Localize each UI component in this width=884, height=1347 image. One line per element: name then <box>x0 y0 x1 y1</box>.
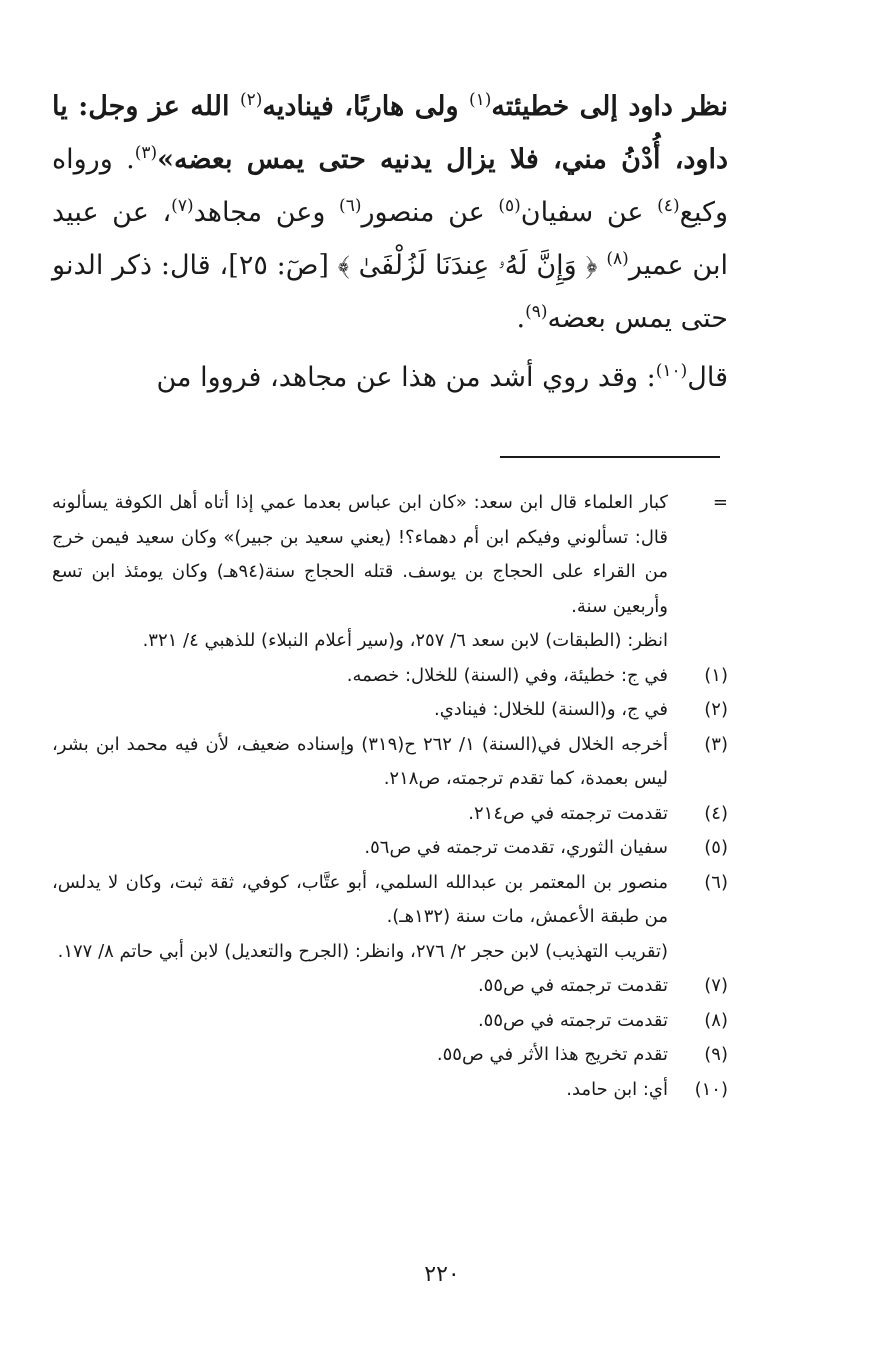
verse-reference: [صٓ: ٢٥] <box>228 250 329 281</box>
footnote-ref-1: (١) <box>468 90 492 110</box>
footnote-ref-4: (٤) <box>657 196 680 216</box>
footnote-extra: (تقريب التهذيب) لابن حجر ٢/ ٢٧٦، وانظر: (الجرح والتعديل) لابن أبي حاتم ٨/ ١٧٧. <box>57 940 668 962</box>
footnote-3 <box>52 728 728 797</box>
quote-part-1: نظر داود إلى خطيئته <box>491 91 728 122</box>
text-part-6: عن منصور <box>361 197 499 228</box>
footnote-ref-2: (٢) <box>239 90 263 110</box>
footnote-7 <box>52 969 728 1004</box>
footnote-number: (٩) <box>704 1044 728 1065</box>
footnote-text: تقدمت ترجمته في ص٥٥. <box>477 975 668 996</box>
footnote-ref-10: (١٠) <box>655 361 688 381</box>
quran-verse: ﴿ وَإِنَّ لَهُۥ عِندَنَا لَزُلْفَىٰ ﴾ <box>328 250 607 281</box>
footnote-text: تقدمت ترجمته في ص٥٥. <box>477 1009 668 1031</box>
text-part-12: : وقد روي أشد من هذا عن مجاهد، فرووا من <box>156 362 656 393</box>
footnote-number: (١) <box>704 664 728 686</box>
page-number: ٢٢٠ <box>424 1262 460 1287</box>
continuation-mark: = <box>712 492 728 513</box>
text-part-10: . <box>516 303 526 334</box>
text-part-9: ، قال: ذكر الدنو حتى يمس بعضه <box>52 250 728 334</box>
footnote-8 <box>52 1004 728 1039</box>
footnote-6 <box>52 866 728 970</box>
footnote-ref-3: (٣) <box>134 143 158 163</box>
main-paragraph-2 <box>52 351 728 404</box>
footnote-9 <box>52 1038 728 1073</box>
footnote-number: (٣) <box>704 733 728 755</box>
main-paragraph-1 <box>52 80 728 345</box>
footnote-ref-5: (٥) <box>498 196 521 216</box>
footnote-10 <box>52 1073 728 1108</box>
footnote-text: منصور بن المعتمر بن عبدالله السلمي، أبو عتَّاب، كوفي، ثقة ثبت، وكان لا يدلس، من طبقة الأعمش، مات سنة (١٣٢هـ). <box>52 871 668 927</box>
footnote-4 <box>52 797 728 832</box>
footnote-ref-9: (٩) <box>525 302 548 322</box>
footnote-number: (٤) <box>704 802 728 824</box>
footnotes <box>52 486 728 1107</box>
footnote-text: في ج: خطيئة، وفي (السنة) للخلال: خصمه. <box>346 664 668 686</box>
footnote-text: أي: ابن حامد. <box>566 1078 668 1100</box>
text-part-5: عن سفيان <box>520 197 658 228</box>
footnote-ref-6: (٦) <box>339 196 362 216</box>
footnote-text: سفيان الثوري، تقدمت ترجمته في ص٥٦. <box>364 837 668 858</box>
footnote-5 <box>52 831 728 866</box>
footnote-continuation <box>52 486 728 659</box>
footnote-number: (٦) <box>704 871 728 893</box>
continuation-text: كبار العلماء قال ابن سعد: «كان ابن عباس بعدما عمي إذا أتاه أهل الكوفة يسألونه قال: تسألوني وفيكم ابن أم دهماء؟! (يعني سعيد بن جبير)» وكان سعيد فيمن خرج من القراء على الحجاج بن يوسف. قتله الحجاج سنة(٩٤هـ) وكان يومئذ ابن تسع وأربعين سنة. <box>52 492 668 617</box>
footnote-number: (٧) <box>704 975 728 996</box>
main-text <box>52 80 728 404</box>
footnote-text: تقدم تخريج هذا الأثر في ص٥٥. <box>436 1044 668 1065</box>
footnote-number: (٨) <box>704 1009 728 1031</box>
text-part-7: وعن مجاهد <box>193 197 340 228</box>
footnote-ref-7: (٧) <box>171 196 194 216</box>
footnote-number: (٢) <box>704 699 728 720</box>
quote-part-2: ولى هاربًا، فيناديه <box>262 91 469 122</box>
footnote-2 <box>52 693 728 728</box>
text-part-4: . ورواه وكيع <box>52 144 728 228</box>
footnote-text: تقدمت ترجمته في ص٢١٤. <box>468 802 668 824</box>
footnote-text: أخرجه الخلال في(السنة) ١/ ٢٦٢ ح(٣١٩) وإسناده ضعيف، لأن فيه محمد ابن بشر، ليس بعمدة، كما تقدم ترجمته، ص٢١٨. <box>52 733 668 789</box>
continuation-reference: انظر: (الطبقات) لابن سعد ٦/ ٢٥٧، و(سير أعلام النبلاء) للذهبي ٤/ ٣٢١. <box>142 630 668 651</box>
footnote-number: (٥) <box>704 837 728 858</box>
footnote-separator <box>500 456 720 458</box>
footnote-text: في ج، و(السنة) للخلال: فينادي. <box>433 699 668 720</box>
footnote-number: (١٠) <box>694 1078 728 1100</box>
footnote-ref-8: (٨) <box>606 249 629 269</box>
quote-part-3: الله عز وجل: يا داود، أُدْنُ مني، فلا يزال يدنيه حتى يمس بعضه» <box>52 91 728 175</box>
text-part-8: ، عن عبيد ابن عمير <box>52 197 729 281</box>
text-part-11: قال <box>687 362 728 393</box>
footnote-1 <box>52 659 728 694</box>
